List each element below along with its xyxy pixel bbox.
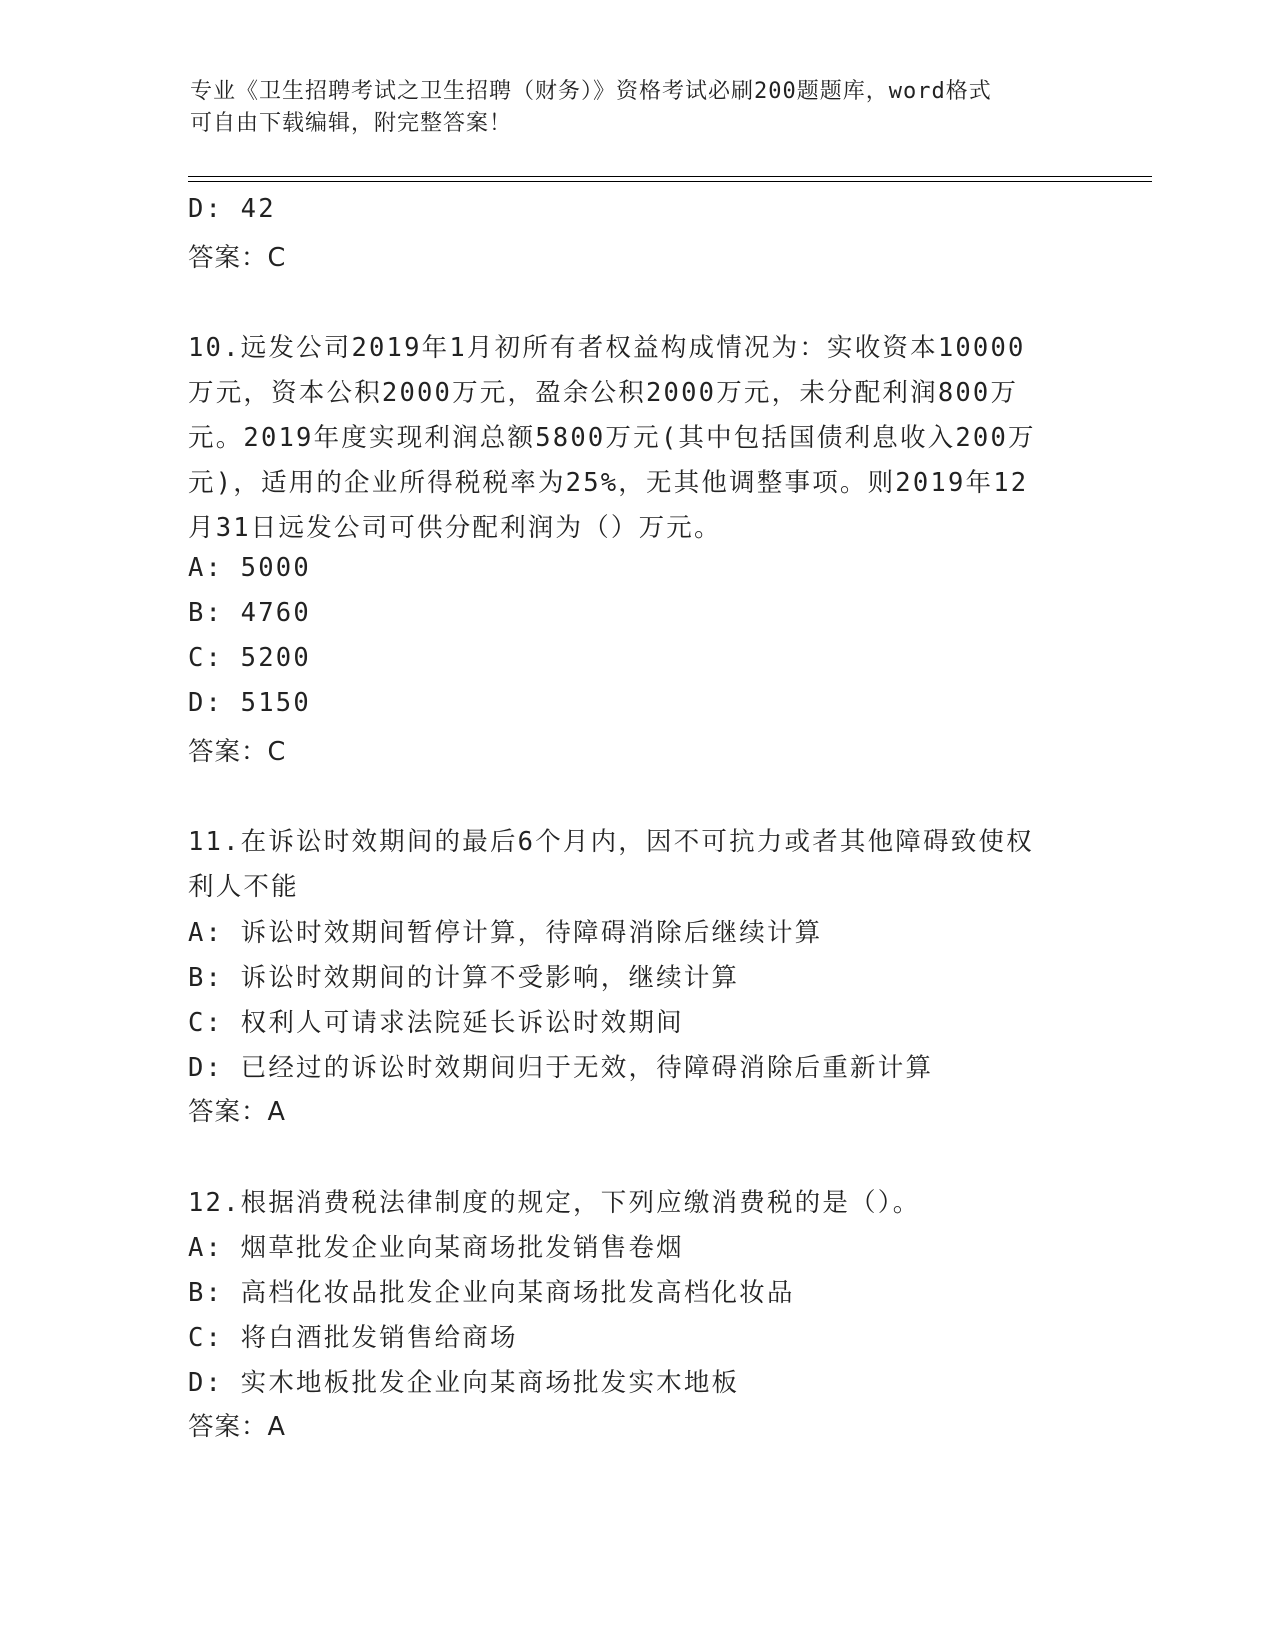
q10-text-line-2: 万元，资本公积2000万元，盈余公积2000万元，未分配利润800万	[188, 378, 1019, 408]
header-line-2: 可自由下载编辑，附完整答案！	[190, 111, 513, 136]
q10-option-d: D: 5150	[188, 688, 311, 718]
header-rule-bottom	[188, 181, 1152, 182]
q11-text-line-2: 利人不能	[188, 872, 299, 902]
q12-option-b: B: 高档化妆品批发企业向某商场批发高档化妆品	[188, 1278, 795, 1308]
q10-text-line-4: 元)，适用的企业所得税税率为25%，无其他调整事项。则2019年12	[188, 468, 1029, 498]
q11-option-c: C: 权利人可请求法院延长诉讼时效期间	[188, 1008, 684, 1038]
document-header	[190, 76, 1090, 140]
q12-option-d: D: 实木地板批发企业向某商场批发实木地板	[188, 1368, 740, 1398]
q12-option-c: C: 将白酒批发销售给商场	[188, 1323, 518, 1353]
prev-option-d: D: 42	[188, 194, 276, 224]
q12-answer: 答案：A	[188, 1412, 286, 1442]
q11-answer: 答案：A	[188, 1097, 286, 1127]
q10-text-line-1: 10.远发公司2019年1月初所有者权益构成情况为：实收资本10000	[188, 333, 1026, 363]
q10-text-line-3: 元。2019年度实现利润总额5800万元(其中包括国债利息收入200万	[188, 423, 1036, 453]
q12-text-line-1: 12.根据消费税法律制度的规定，下列应缴消费税的是（）。	[188, 1188, 921, 1218]
q10-text-line-5: 月31日远发公司可供分配利润为（）万元。	[188, 513, 722, 543]
header-line-1: 专业《卫生招聘考试之卫生招聘（财务）》资格考试必刷200题题库，word格式	[190, 79, 992, 104]
q10-answer: 答案：C	[188, 737, 287, 767]
q10-option-c: C: 5200	[188, 643, 311, 673]
q11-option-a: A: 诉讼时效期间暂停计算，待障碍消除后继续计算	[188, 918, 823, 948]
q10-option-a: A: 5000	[188, 553, 311, 583]
q11-option-d: D: 已经过的诉讼时效期间归于无效，待障碍消除后重新计算	[188, 1053, 934, 1083]
q10-option-b: B: 4760	[188, 598, 311, 628]
prev-answer: 答案：C	[188, 243, 287, 273]
q11-text-line-1: 11.在诉讼时效期间的最后6个月内，因不可抗力或者其他障碍致使权	[188, 827, 1034, 857]
q12-option-a: A: 烟草批发企业向某商场批发销售卷烟	[188, 1233, 684, 1263]
q11-option-b: B: 诉讼时效期间的计算不受影响，继续计算	[188, 963, 740, 993]
header-rule-top	[188, 176, 1152, 177]
